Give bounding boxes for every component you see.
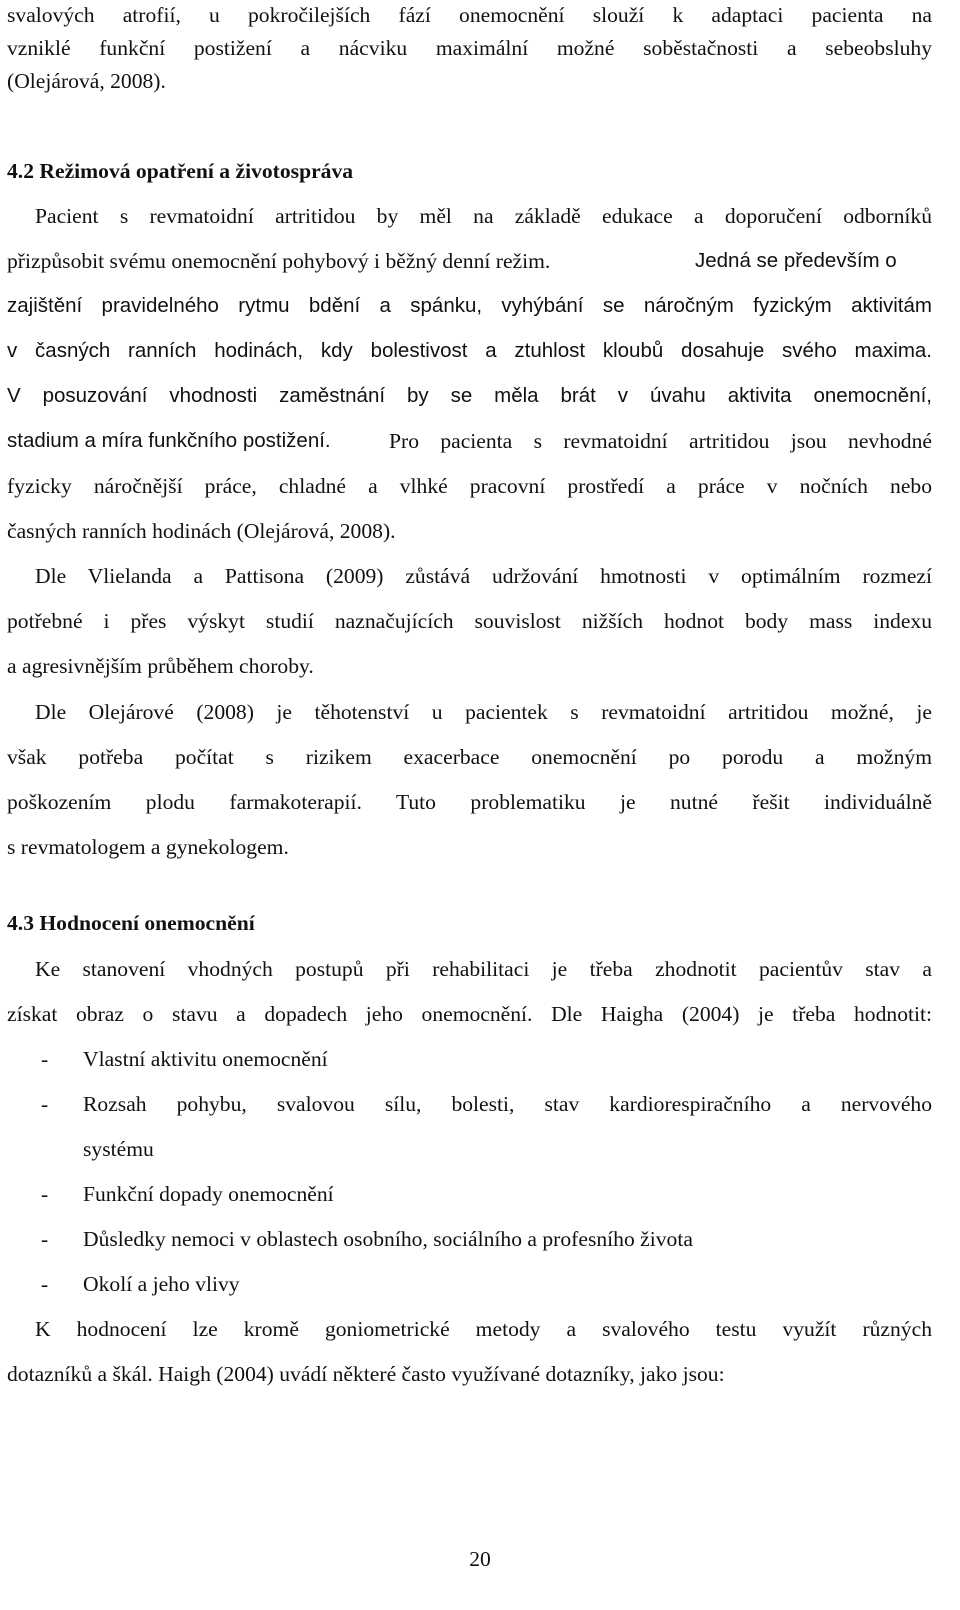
s42-p1-line-6a: stadium a míra funkčního postižení.	[7, 429, 331, 452]
list-item-text: Funkční dopady onemocnění	[83, 1182, 334, 1206]
list-dash: -	[41, 1227, 49, 1251]
list-item	[7, 1089, 932, 1119]
s42-p1-line-7: fyzicky náročnější práce, chladné a vlhké pracovní prostředí a práce v nočních nebo	[7, 474, 932, 498]
s42-p1-line-5: V posuzování vhodnosti zaměstnání by se měla brát v úvahu aktivita onemocnění,	[7, 384, 932, 407]
list-item-text: systému	[83, 1137, 154, 1161]
list-dash: -	[41, 1047, 49, 1071]
s43-p2-line-2: dotazníků a škál. Haigh (2004) uvádí některé často využívané dotazníky, jako jsou:	[7, 1362, 725, 1386]
list-item-text: Rozsah pohybu, svalovou sílu, bolesti, stav kardiorespiračního a nervového	[83, 1092, 932, 1116]
s42-p3-line-4: s revmatologem a gynekologem.	[7, 835, 289, 859]
s42-p1-line-2a: přizpůsobit svému onemocnění pohybový i běžný denní režim.	[7, 249, 551, 273]
s42-p3-line-3: poškozením plodu farmakoterapií. Tuto problematiku je nutné řešit individuálně	[7, 790, 932, 814]
section-heading-4-2: 4.2 Režimová opatření a životospráva	[7, 159, 354, 183]
s42-p1-line-6b: Pro pacienta s revmatoidní artritidou jsou nevhodné	[389, 429, 932, 453]
intro-line-3: (Olejárová, 2008).	[7, 69, 166, 93]
list-dash: -	[41, 1272, 49, 1296]
page-number: 20	[469, 1547, 491, 1571]
s42-p2-line-3: a agresivnějším průběhem choroby.	[7, 654, 314, 678]
section-heading-4-3: 4.3 Hodnocení onemocnění	[7, 911, 255, 935]
s42-p2-line-2: potřebné i přes výskyt studií naznačujících souvislost nižších hodnot body mass indexu	[7, 609, 932, 633]
list-item-text: Důsledky nemoci v oblastech osobního, sociálního a profesního života	[83, 1227, 693, 1251]
intro-line-2: vzniklé funkční postižení a nácviku maximální možné soběstačnosti a sebeobsluhy	[7, 36, 932, 60]
s42-p1-line-3: zajištění pravidelného rytmu bdění a spánku, vyhýbání se náročným fyzickým aktivitám	[7, 294, 932, 317]
s42-p3-line-2: však potřeba počítat s rizikem exacerbace onemocnění po porodu a možným	[7, 745, 932, 769]
s42-p1-line-8: časných ranních hodinách (Olejárová, 2008).	[7, 519, 396, 543]
s42-p3-line-1: Dle Olejárové (2008) je těhotenství u pacientek s revmatoidní artritidou možné, je	[35, 700, 932, 724]
s42-p2-line-1: Dle Vlielanda a Pattisona (2009) zůstává udržování hmotnosti v optimálním rozmezí	[35, 564, 932, 588]
list-item	[7, 1269, 932, 1299]
s43-p1-line-2: získat obraz o stavu a dopadech jeho onemocnění. Dle Haigha (2004) je třeba hodnotit:	[7, 1002, 932, 1026]
s42-p1-line-4: v časných ranních hodinách, kdy bolestivost a ztuhlost kloubů dosahuje svého maxima.	[7, 339, 932, 362]
list-item-text: Vlastní aktivitu onemocnění	[83, 1047, 328, 1071]
list-item	[7, 1179, 932, 1209]
s42-p1-line-1: Pacient s revmatoidní artritidou by měl na základě edukace a doporučení odborníků	[35, 204, 932, 228]
s42-p1-line-2b: Jedná se především o	[695, 249, 897, 272]
list-item-text: Okolí a jeho vlivy	[83, 1272, 240, 1296]
s43-p1-line-1: Ke stanovení vhodných postupů při rehabilitaci je třeba zhodnotit pacientův stav a	[35, 957, 932, 981]
list-item-continuation	[7, 1134, 932, 1164]
list-item	[7, 1224, 932, 1254]
s43-p2-line-1: K hodnocení lze kromě goniometrické metody a svalového testu využít různých	[35, 1317, 932, 1341]
list-item	[7, 1044, 932, 1074]
intro-line-1: svalových atrofií, u pokročilejších fází onemocnění slouží k adaptaci pacienta na	[7, 3, 932, 27]
list-dash: -	[41, 1182, 49, 1206]
list-dash: -	[41, 1092, 49, 1116]
